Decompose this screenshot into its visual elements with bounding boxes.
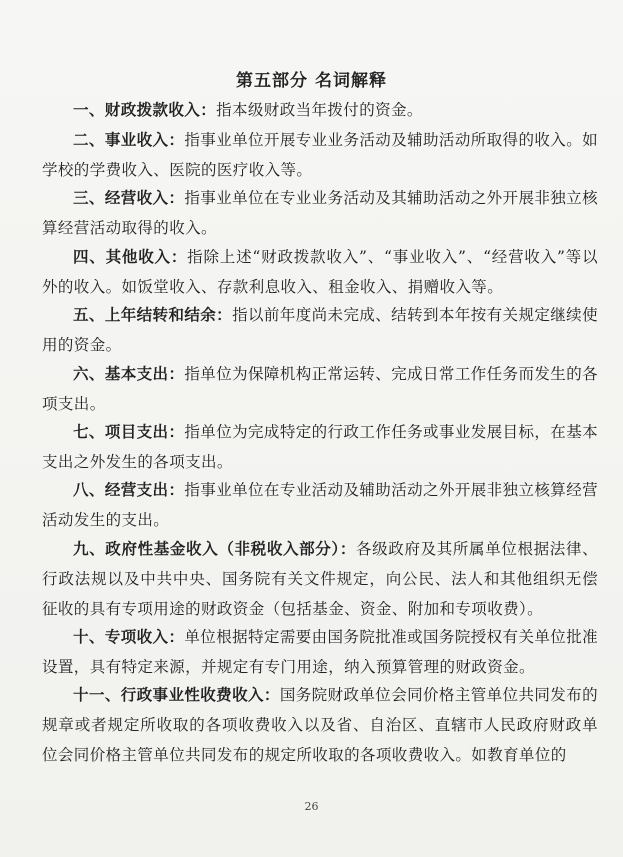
definition-9	[42, 534, 598, 624]
definition-text: 指本级财政当年拨付的资金。	[216, 101, 423, 119]
page-title: 第五部分 名词解释	[236, 71, 387, 91]
definition-text: 指以前年度尚未完成、结转到本年按有关规定继续使用的资金。	[42, 306, 598, 354]
term: 九、政府性基金收入（非税收入部分）：	[73, 539, 356, 558]
definition-1	[42, 95, 598, 125]
term: 六、基本支出：	[73, 364, 185, 383]
definition-text: 指除上述“财政拨款收入”、“事业收入”、“经营收入”等以外的收入。如饭堂收入、存款利息收入、租金收入、捐赠收入等。	[42, 248, 598, 296]
definition-6	[42, 359, 598, 419]
term: 一、财政拨款收入：	[73, 100, 217, 119]
definition-4	[42, 242, 598, 302]
definition-7	[42, 417, 598, 477]
definition-text: 指单位为完成特定的行政工作任务或事业发展目标，在基本支出之外发生的各项支出。	[42, 423, 598, 471]
definition-11	[42, 680, 598, 770]
term: 十、专项收入：	[73, 627, 185, 646]
term: 七、项目支出：	[73, 422, 185, 441]
definition-3	[42, 183, 598, 243]
term: 十一、行政事业性收费收入：	[73, 685, 280, 704]
term: 五、上年结转和结余：	[73, 305, 233, 324]
definition-8	[42, 475, 598, 535]
definition-10	[42, 622, 598, 682]
term: 四、其他收入：	[73, 247, 188, 266]
definition-5	[42, 300, 598, 360]
definition-text: 指单位为保障机构正常运转、完成日常工作任务而发生的各项支出。	[42, 365, 598, 413]
definition-2	[42, 125, 598, 185]
term: 二、事业收入：	[73, 130, 185, 149]
term: 八、经营支出：	[73, 480, 185, 499]
definition-text: 各级政府及其所属单位根据法律、行政法规以及中共中央、国务院有关文件规定，向公民、法人和其他组织无偿征收的具有专项用途的财政资金（包括基金、资金、附加和专项收费）。	[42, 540, 598, 618]
term: 三、经营收入：	[73, 188, 185, 207]
definition-text: 指事业单位在专业活动及辅助活动之外开展非独立核算经营活动发生的支出。	[42, 481, 598, 529]
definition-text: 国务院财政单位会同价格主管单位共同发布的规章或者规定所收取的各项收费收入以及省、自治区、直辖市人民政府财政单位会同价格主管单位共同发布的规定所收取的各项收费收入。如教育单位的	[42, 686, 598, 764]
definition-text: 指事业单位开展专业业务活动及辅助活动所取得的收入。如学校的学费收入、医院的医疗收入等。	[42, 131, 598, 179]
page-number: 26	[304, 800, 319, 813]
definition-text: 单位根据特定需要由国务院批准或国务院授权有关单位批准设置，具有特定来源，并规定有专门用途，纳入预算管理的财政资金。	[42, 628, 598, 676]
definition-text: 指事业单位在专业业务活动及其辅助活动之外开展非独立核算经营活动取得的收入。	[42, 189, 598, 237]
